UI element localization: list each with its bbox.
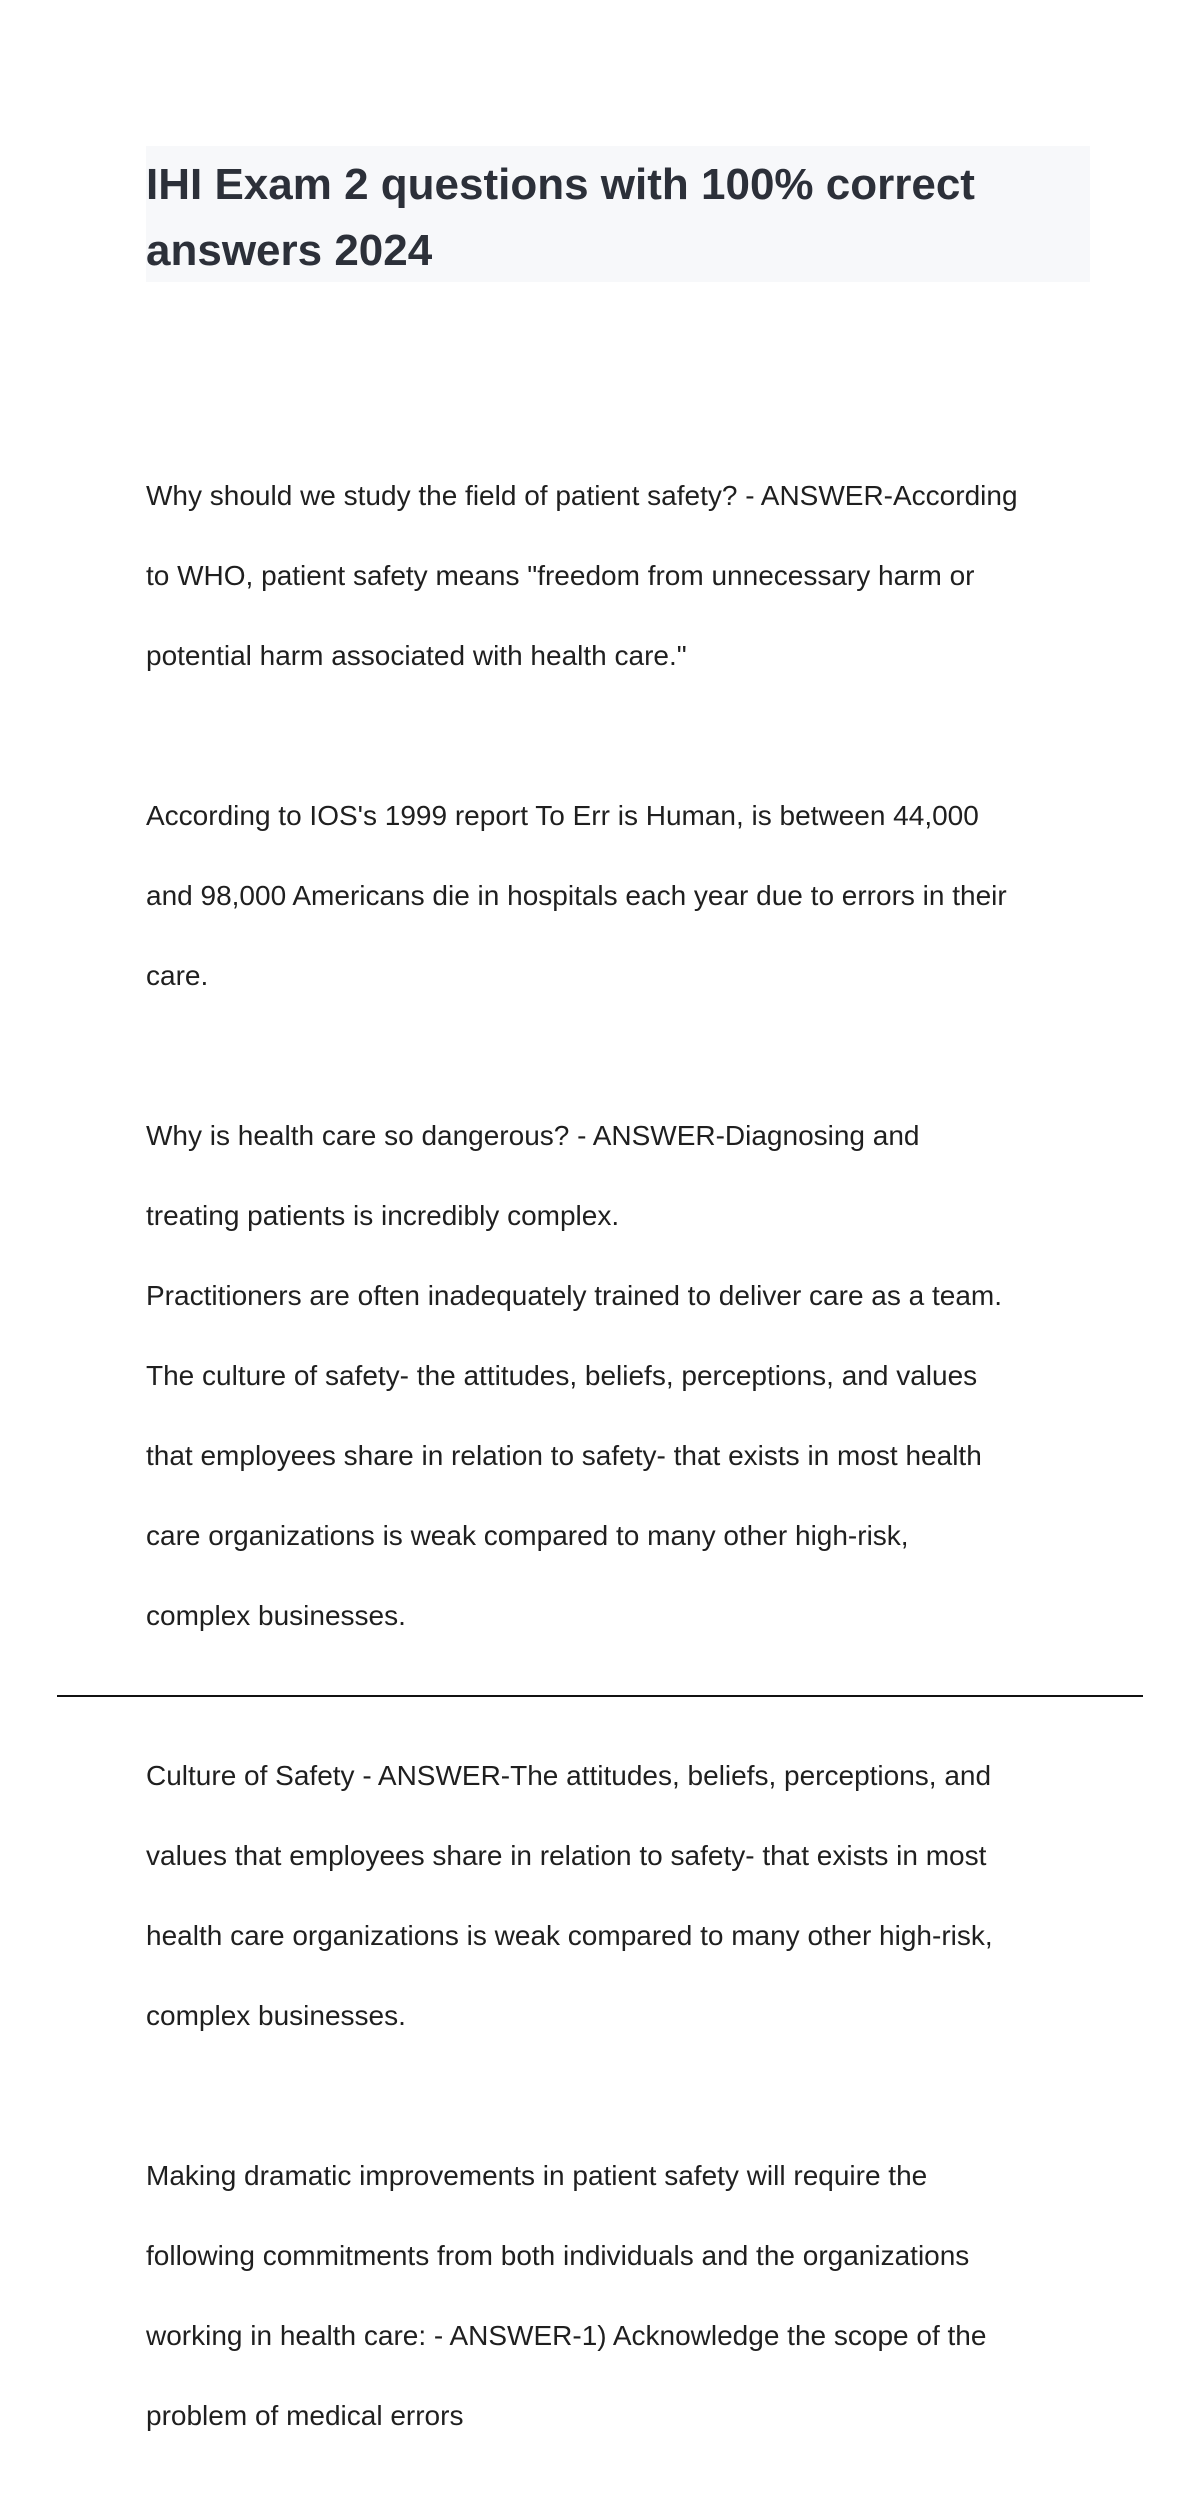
text-line: working in health care: - ANSWER-1) Acknowledge the scope of the <box>146 2320 987 2351</box>
text-line: values that employees share in relation to safety- that exists in most <box>146 1840 987 1871</box>
text-line: Culture of Safety - ANSWER-The attitudes, beliefs, perceptions, and <box>146 1760 992 1791</box>
page-bottom-divider <box>57 1695 1143 1697</box>
text-line: following commitments from both individuals and the organizations <box>146 2240 970 2271</box>
text-line: problem of medical errors <box>146 2400 464 2431</box>
text-line: complex businesses. <box>146 1600 406 1631</box>
paragraph-to-err-is-human <box>146 756 1096 1036</box>
text-line: Why is health care so dangerous? - ANSWER-Diagnosing and <box>146 1120 920 1151</box>
text-line: Making dramatic improvements in patient safety will require the <box>146 2160 928 2191</box>
text-line: care organizations is weak compared to many other high-risk, <box>146 1520 909 1551</box>
text-line: that employees share in relation to safety- that exists in most health <box>146 1440 982 1471</box>
text-line: Practitioners are often inadequately trained to deliver care as a team. <box>146 1280 1003 1311</box>
qa-paragraph-patient-safety <box>146 436 1096 716</box>
qa-paragraph-culture-of-safety <box>146 1716 1096 2076</box>
text-line: complex businesses. <box>146 2000 406 2031</box>
text-line: potential harm associated with health care." <box>146 640 687 671</box>
qa-paragraph-health-care-dangerous <box>146 1076 1096 1676</box>
title-block <box>146 146 1090 282</box>
text-line: Why should we study the field of patient safety? - ANSWER-According <box>146 480 1018 511</box>
qa-paragraph-commitments <box>146 2116 1096 2476</box>
text-line: health care organizations is weak compared to many other high-risk, <box>146 1920 993 1951</box>
text-line: The culture of safety- the attitudes, beliefs, perceptions, and values <box>146 1360 978 1391</box>
text-line: to WHO, patient safety means "freedom from unnecessary harm or <box>146 560 975 591</box>
text-line: treating patients is incredibly complex. <box>146 1200 620 1231</box>
text-line: care. <box>146 960 209 991</box>
text-line: According to IOS's 1999 report To Err is Human, is between 44,000 <box>146 800 979 831</box>
document-body <box>146 436 1096 2516</box>
document-title: IHI Exam 2 questions with 100% correct answers 2024 <box>146 160 975 275</box>
text-line: and 98,000 Americans die in hospitals each year due to errors in their <box>146 880 1007 911</box>
